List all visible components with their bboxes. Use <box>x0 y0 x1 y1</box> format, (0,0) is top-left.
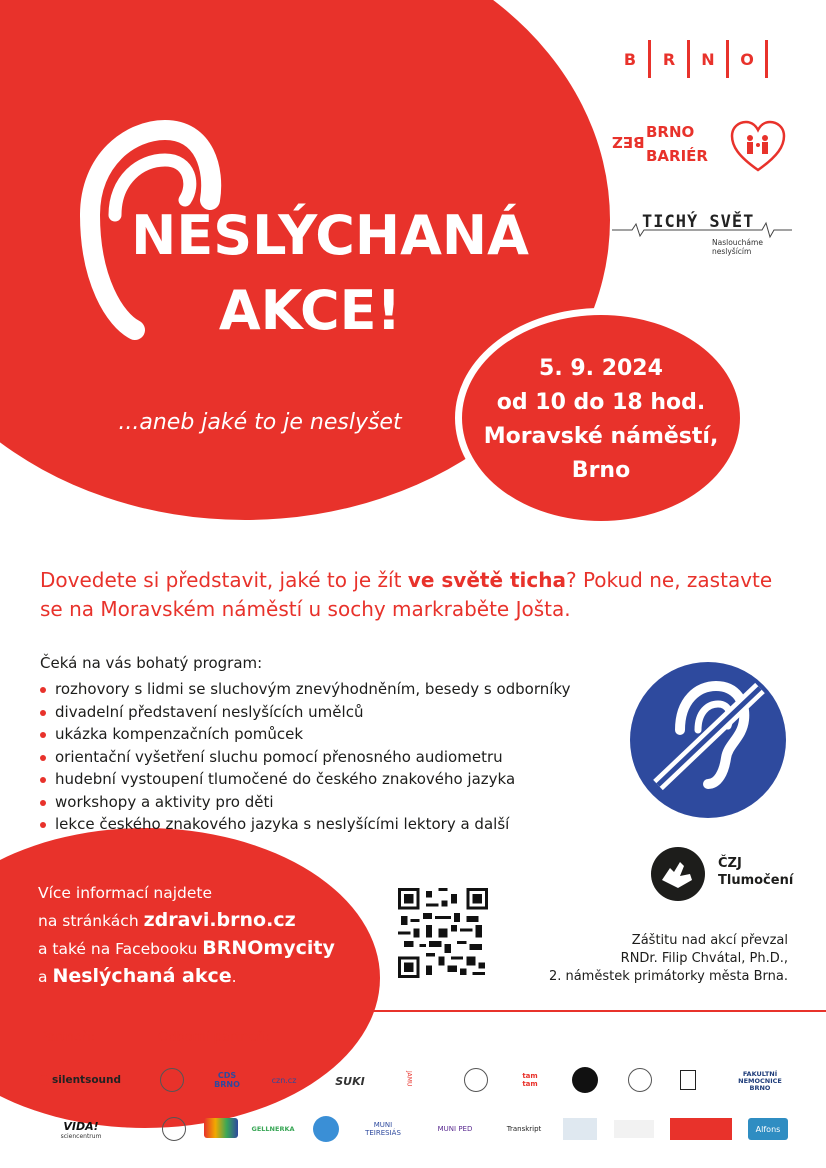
event-place: Moravské náměstí, <box>483 424 719 449</box>
brno-letter: N <box>701 49 715 69</box>
info-line: Více informací najdete <box>38 884 213 902</box>
lead-text: Dovedete si představit, jaké to je žít <box>40 568 408 592</box>
list-item: lekce českého znakového jazyka s neslyšícími lektory a další <box>40 813 620 836</box>
program-title: Čeká na vás bohatý program: <box>40 654 263 672</box>
patronage-note <box>520 932 788 986</box>
silentsound-name: silentsound <box>52 1074 121 1086</box>
lead-text: ? Pokud ne, zastavte se na Moravském náměstí u sochy markraběte Jošta. <box>40 568 773 621</box>
event-time: od 10 do 18 hod. <box>496 390 706 415</box>
facebook-link[interactable]: BRNOmycity <box>202 937 335 959</box>
czn-logo: czn.cz <box>271 1075 297 1085</box>
partner-logo <box>160 1068 184 1092</box>
event-page-link[interactable]: Neslýchaná akce <box>52 965 232 987</box>
patron-line: RNDr. Filip Chvátal, Ph.D., <box>620 951 788 966</box>
lead-paragraph <box>40 566 800 624</box>
lead-highlight: ve světě ticha <box>407 568 566 592</box>
qr-code[interactable] <box>398 888 488 978</box>
partner-logo <box>572 1067 598 1093</box>
partner-logo <box>680 1070 696 1090</box>
vida-name: VIDA! <box>63 1120 99 1133</box>
info-text: a <box>38 968 53 986</box>
subtitle: ...aneb jaké to je neslyšet <box>118 410 402 435</box>
partner-logo <box>628 1068 652 1092</box>
vida-sub: sciencentrum <box>60 1133 102 1140</box>
title-line-2: AKCE! <box>218 279 402 342</box>
cds-brno-logo: CDS BRNO <box>214 1071 240 1089</box>
list-item: orientační vyšetření sluchu pomocí přenosného audiometru <box>40 746 620 769</box>
list-item: divadelní představení neslyšících umělců <box>40 701 620 724</box>
vida-logo <box>58 1118 104 1142</box>
partner-logo <box>162 1117 186 1141</box>
patron-line: Záštitu nad akcí převzal <box>631 933 788 948</box>
info-line <box>38 935 368 963</box>
brno-letter: R <box>662 49 676 69</box>
program-list <box>40 678 620 836</box>
website-link[interactable]: zdravi.brno.cz <box>143 909 296 931</box>
czj-line: Tlumočení <box>718 873 794 888</box>
tichy-svet-tagline: Nasloucháme neslyšícím <box>712 238 763 256</box>
list-item: ukázka kompenzačních pomůcek <box>40 723 620 746</box>
brno-bez-barier-logo <box>612 118 792 180</box>
partner-logo <box>464 1068 488 1092</box>
info-text: . <box>231 968 237 986</box>
brno-logo <box>612 40 768 78</box>
brno-letter: B <box>623 49 637 69</box>
silentsound-logo <box>38 1071 122 1089</box>
barier-text: BARIÉR <box>646 147 708 165</box>
muni-teiresias-logo: MUNI TEIRESIÁS <box>365 1121 401 1137</box>
list-item: rozhovory s lidmi se sluchovým znevýhodněním, besedy s odborníky <box>40 678 620 701</box>
bez-text: BEZ <box>612 133 645 151</box>
more-info <box>38 880 368 991</box>
divider <box>0 1010 826 1012</box>
list-item: hudební vystoupení tlumočené do českého znakového jazyka <box>40 768 620 791</box>
muni-ped-logo: MUNI PED <box>437 1125 473 1133</box>
suki-logo: SUKI <box>335 1074 365 1088</box>
tamtam-logo: tam tam <box>522 1072 538 1088</box>
title-line-1: NESLÝCHANÁ <box>131 204 529 267</box>
alfons-logo: Alfons <box>748 1118 788 1140</box>
partner-logo <box>313 1116 339 1142</box>
sign-language-hands-icon <box>650 846 706 902</box>
gellnerka-logo: GELLNERKA <box>251 1125 295 1133</box>
event-details <box>455 308 747 528</box>
info-line <box>38 963 368 991</box>
jamu-logo: JAMU <box>405 1071 413 1087</box>
czj-line: ČZJ <box>718 856 742 871</box>
bez-brno-text: BRNO <box>646 123 695 141</box>
czj-label <box>718 855 793 889</box>
hearing-impaired-sign-icon <box>628 660 788 820</box>
patron-line: 2. náměstek primátorky města Brna. <box>548 969 788 984</box>
brno-letter: O <box>740 49 754 69</box>
partners-label: Partneři: <box>40 1030 96 1045</box>
partner-logo <box>670 1118 732 1140</box>
transkript-logo: Transkript <box>506 1125 542 1133</box>
info-line <box>38 907 368 935</box>
info-text: na stránkách <box>38 912 144 930</box>
info-text: a také na Facebooku <box>38 940 203 958</box>
tichy-svet-name: TICHÝ SVĚT <box>642 212 755 232</box>
partner-logo <box>563 1118 597 1140</box>
heart-family-icon <box>728 118 788 178</box>
pro-partners-label: Odborní partneři: <box>158 1030 271 1045</box>
list-item: workshopy a aktivity pro děti <box>40 791 620 814</box>
tichy-svet-logo <box>612 212 792 256</box>
event-date: 5. 9. 2024 <box>539 356 663 381</box>
partner-logo <box>204 1118 238 1138</box>
fnbrno-logo: FAKULTNÍ NEMOCNICE BRNO <box>738 1069 782 1092</box>
event-city: Brno <box>571 458 631 483</box>
partner-logo <box>614 1120 654 1138</box>
